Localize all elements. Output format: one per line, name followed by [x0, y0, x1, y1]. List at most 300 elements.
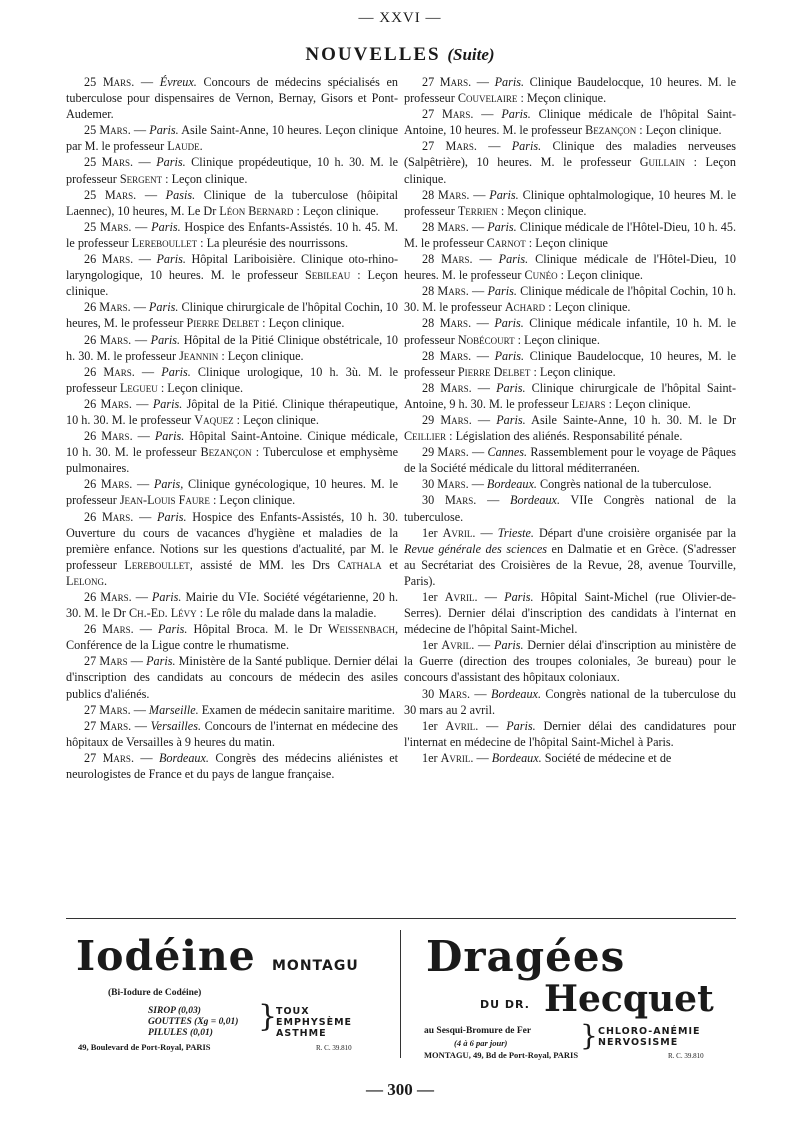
entry-text: . —	[465, 477, 487, 492]
entry-place: Paris.	[487, 219, 517, 234]
ad-brand: Dragées	[426, 932, 626, 981]
entry-place: Bordeaux.	[510, 493, 560, 508]
entry-text: 1er	[422, 718, 446, 733]
entry-text: 26	[84, 622, 103, 637]
entry-text: . —	[468, 316, 495, 331]
entry-place: Paris.	[494, 638, 524, 653]
entry-text: : Meçon clinique.	[517, 91, 607, 106]
entry-text: Clinique médicale de l'hôpital Saint-Antoine, 10 heures. M. le professeur	[404, 107, 736, 138]
entry-text: . —	[128, 718, 151, 733]
entry-text: Jôpital de la Pitié. Clinique thérapeutique, 10 h. 30. M. le professeur	[66, 396, 399, 427]
entry-place: Paris.	[489, 187, 519, 202]
entry-place: Paris.	[487, 284, 517, 299]
entry-smallcaps: Mars	[442, 107, 471, 122]
ads-divider	[400, 930, 401, 1058]
entry-text: 25	[84, 75, 103, 89]
entry-text: : Leçon clinique.	[636, 123, 722, 138]
entry-text: 27	[422, 75, 440, 89]
entry-text: : Leçon clinique.	[259, 316, 345, 331]
entry-smallcaps: Mars	[99, 123, 128, 138]
entry-text: 26	[84, 509, 102, 524]
news-entry	[66, 718, 398, 750]
entry-place: Bordeaux.	[158, 750, 209, 765]
entry-text: 28	[422, 219, 438, 234]
ad-du-dr: DU DR.	[480, 998, 530, 1011]
entry-text: : Tuberculose et emphysème pulmonaires.	[66, 445, 398, 476]
entry-text: . —	[466, 187, 490, 202]
entry-smallcaps: Mars	[437, 445, 466, 460]
entry-text: Clinique médicale de l'Hôtel-Dieu, 10 heures. M. le professeur	[404, 252, 737, 283]
entry-smallcaps: Avril	[440, 750, 471, 765]
ad-form-item: PILULES (0,01)	[148, 1028, 213, 1038]
entry-place: Paris.	[161, 364, 191, 379]
entry-text: . —	[128, 396, 153, 411]
news-entry	[404, 718, 736, 750]
entry-text: 30	[422, 493, 445, 508]
entry-text: 28	[422, 380, 441, 395]
ad-indication: TOUX	[276, 1006, 310, 1017]
entry-smallcaps: Mars	[444, 493, 474, 508]
entry-text: . —	[130, 509, 158, 524]
entry-smallcaps: Bezançon	[200, 445, 252, 460]
entry-place: Paris.	[157, 509, 187, 524]
entry-smallcaps: Cunéo	[524, 268, 558, 283]
news-entry	[404, 476, 736, 492]
entry-text: Clinique Baudelocque, 10 heures. M. le professeur	[404, 75, 737, 106]
entry-place: Paris.	[496, 412, 526, 427]
entry-text: 29	[422, 412, 441, 427]
entry-smallcaps: Lereboullet	[131, 235, 198, 250]
entry-text: Hôpital de la Pitié Clinique obstétricale, 10 h. 30. M. le professeur	[66, 332, 399, 363]
entry-text: . —	[133, 187, 166, 202]
entry-text: Hospice des Enfants-Assistés, 10 h. 30. Ouverture du cours de vacances d'hygiène et maladies de la première enfance. Notions sur les questions d'actualité, par M. le professeur	[66, 509, 399, 572]
entry-text: . —	[473, 139, 512, 154]
entry-text: : Leçon clinique.	[404, 155, 736, 186]
entry-smallcaps: Mars	[101, 155, 131, 170]
news-entry	[66, 154, 398, 186]
entry-smallcaps: Mars	[102, 622, 131, 637]
entry-text: : Leçon clinique.	[545, 300, 631, 315]
entry-smallcaps: Pierre Delbet	[457, 364, 531, 379]
entry-place: Paris.	[494, 75, 525, 89]
entry-text: en Dalmatie et en Grèce. (S'adresser au Secrétariat des Croisières de la Revue, 28, avenue Tourville, Paris).	[404, 541, 736, 588]
entry-place: Paris.	[504, 590, 534, 604]
entry-place: Paris.	[506, 718, 536, 733]
entry-smallcaps: Weissenbach	[327, 622, 395, 637]
entry-place: Paris.	[149, 123, 179, 138]
entry-smallcaps: Mars	[103, 364, 132, 379]
entry-text: Clinique ophtalmologique, 10 heures M. le professeur	[404, 187, 736, 218]
ad-address: MONTAGU, 49, Bd de Port-Royal, PARIS	[424, 1050, 579, 1060]
ad-subtitle: au Sesqui-Bromure de Fer	[424, 1026, 532, 1036]
entry-text: 26	[84, 364, 104, 379]
entry-place: Paris.	[146, 654, 176, 669]
entry-text: Concours de l'internat en médecine des hôpitaux de Versailles à 9 heures du matin.	[66, 718, 399, 749]
entry-text: Congrès des médecins aliénistes et neurologistes de France et du pays de langue française.	[66, 750, 398, 782]
brace-glyph: }	[258, 999, 278, 1034]
entry-text: Hôpital Broca. M. le Dr	[187, 622, 328, 637]
entry-place: Paris.	[152, 396, 183, 411]
entry-text: . —	[465, 284, 488, 299]
news-entry	[404, 348, 736, 380]
entry-text: . —	[128, 332, 151, 347]
entry-text: 27	[84, 654, 100, 669]
ad-maker: MONTAGU	[272, 958, 359, 974]
entry-place: Cannes.	[487, 445, 528, 460]
ad-address: 49, Boulevard de Port-Royal, PARIS	[78, 1042, 211, 1052]
entry-text: Clinique Baudelocque, 10 heures, M. le professeur	[404, 348, 737, 379]
entry-text: Asile Saint-Anne, 10 heures. Leçon clinique par M. le professeur	[66, 123, 398, 154]
entry-text: . —	[474, 590, 505, 604]
entry-text: . —	[131, 364, 162, 379]
entry-smallcaps: Sebileau	[304, 268, 351, 283]
ad-indication: ASTHME	[276, 1028, 327, 1039]
entry-place: Paris.	[498, 252, 529, 267]
entry-text: 26	[84, 477, 101, 492]
entry-text: 27	[422, 107, 443, 122]
entry-text: Dernier délai d'inscription au ministère de la Guerre (direction des troupes coloniales, 3e bureau) pour le concours d'assistant des hôpitaux coloniaux.	[404, 638, 737, 685]
news-entry	[404, 525, 736, 589]
entry-text: . —	[468, 412, 497, 427]
news-entry	[66, 396, 398, 428]
entry-text: 1er	[422, 638, 442, 653]
entry-place: Paris.	[151, 590, 182, 604]
entry-text: 27	[422, 139, 446, 154]
entry-text: : Législation des aliénés. Responsabilité pénale.	[446, 429, 683, 444]
entry-text: 27	[84, 718, 100, 733]
entry-smallcaps: Mars	[439, 75, 469, 89]
entry-smallcaps: Avril	[444, 590, 475, 604]
entry-text: .	[103, 573, 107, 588]
entry-text: . —	[128, 590, 152, 604]
news-entry	[66, 428, 398, 476]
entry-text: . —	[129, 477, 154, 492]
entry-text: 28	[422, 187, 439, 202]
news-entry	[404, 412, 736, 444]
entry-smallcaps: Achard	[504, 300, 546, 315]
entry-text: 27	[84, 750, 103, 765]
entry-text: . —	[130, 155, 157, 170]
entry-text: : Leçon clinique.	[605, 396, 691, 411]
entry-text: . —	[127, 123, 150, 138]
entry-text: Clinique chirurgicale de l'hôpital Saint-Antoine, 9 h. 30. M. le professeur	[404, 380, 736, 411]
entry-smallcaps: Mars	[102, 75, 132, 89]
entry-text: Clinique des maladies nerveuses (Salpêtrière), 10 heures. M. le professeur	[404, 139, 737, 170]
entry-smallcaps: Cathala	[337, 557, 382, 572]
news-entry	[66, 332, 398, 364]
entry-text: : Leçon clinique.	[557, 268, 643, 283]
entry-text: Hôpital Saint-Michel (rue Olivier-de-Serres). Dernier délai d'inscription des candidats à l'internat en médecine de l'hôpital Saint-Michel.	[404, 590, 736, 637]
entry-text: 26	[84, 332, 100, 347]
entry-text: : Leçon clinique	[525, 235, 608, 250]
entry-text: : Leçon clinique.	[293, 203, 379, 218]
entry-text: Clinique médicale de l'hôpital Cochin, 10 h. 30. M. le professeur	[404, 284, 736, 315]
entry-place: Paris.	[150, 332, 181, 347]
entry-text: Hôpital Lariboisière. Clinique oto-rhino-laryngologique, 10 heures. M. le professeur	[66, 252, 399, 283]
news-entry	[404, 106, 736, 138]
page-title	[0, 44, 800, 66]
entry-smallcaps: Lejars	[571, 396, 606, 411]
entry-text: .	[199, 139, 203, 154]
entry-text: 26	[84, 429, 102, 444]
news-entry	[404, 74, 736, 106]
entry-text: : La pleurésie des nourrissons.	[197, 235, 349, 250]
entry-text: Rassemblement pour le voyage de Pâques de la Société médicale du littoral méditerranéen.	[404, 445, 737, 476]
entry-text: : Leçon clinique.	[209, 493, 296, 508]
entry-text: : Leçon clinique.	[66, 268, 398, 299]
entry-place: Paris.	[494, 348, 525, 363]
news-entry	[66, 589, 398, 621]
entry-smallcaps: Mars	[440, 412, 469, 427]
news-entry	[404, 750, 736, 766]
news-entry	[66, 509, 398, 589]
entry-text: 28	[422, 316, 440, 331]
news-column-right	[404, 74, 736, 766]
entry-text: . —	[131, 75, 160, 89]
news-entry	[404, 315, 736, 347]
news-entry	[404, 380, 736, 412]
entry-text: Départ d'une croisière organisée par la	[533, 525, 737, 540]
entry-text: : Meçon clinique.	[497, 203, 587, 218]
entry-place: Paris.	[156, 252, 186, 267]
entry-smallcaps: Ceillier	[404, 429, 447, 444]
entry-text: 29	[422, 445, 438, 460]
entry-text: . —	[466, 686, 492, 701]
entry-text: 25	[84, 187, 105, 202]
entry-text: : Leçon clinique.	[530, 364, 616, 379]
entry-text: —	[127, 654, 147, 669]
entry-text: 25	[84, 219, 100, 234]
news-entry	[66, 476, 398, 508]
entry-place: Paris.	[494, 316, 524, 331]
entry-text: , assisté de MM. les Drs	[189, 557, 338, 572]
entry-place: Bordeaux.	[491, 686, 542, 701]
entry-text: . —	[127, 702, 149, 717]
title-suffix: (Suite)	[447, 45, 495, 64]
entry-smallcaps: Mars	[437, 477, 466, 492]
entry-text: 25	[84, 123, 100, 138]
ads-top-rule	[66, 918, 736, 919]
entry-place: Revue générale des sciences	[404, 541, 547, 556]
entry-smallcaps: Mars	[100, 477, 130, 492]
entry-smallcaps: Mars	[439, 348, 469, 363]
entry-text: Clinique propédeutique, 10 h. 30. M. le professeur	[66, 155, 399, 186]
entry-text: Congrès national de la tuberculose du 30 mars au 2 avril.	[404, 686, 737, 717]
entry-place: Paris.	[154, 429, 185, 444]
entry-text: . —	[128, 219, 152, 234]
news-entry	[404, 138, 736, 186]
entry-text: 28	[422, 348, 440, 363]
entry-text: 28	[422, 252, 442, 267]
title-text: NOUVELLES	[305, 44, 441, 65]
entry-text: 30	[422, 477, 438, 492]
entry-text: , Conférence de la Ligue contre le rhumatisme.	[66, 622, 399, 653]
news-entry	[404, 187, 736, 219]
news-entry	[66, 122, 398, 154]
entry-text: 1er	[422, 525, 443, 540]
entry-smallcaps: Ch.-Ed. Lévy	[128, 606, 197, 621]
entry-text: 25	[84, 155, 102, 170]
entry-place: Marseille.	[148, 702, 199, 717]
news-entry	[404, 283, 736, 315]
entry-text: . —	[130, 622, 158, 637]
entry-text: Examen de médecin sanitaire maritime.	[198, 702, 395, 717]
entry-text: 1er	[422, 590, 445, 604]
ad-indication: NERVOSISME	[598, 1037, 679, 1048]
news-entry	[66, 621, 398, 653]
entry-place: Bordeaux.	[486, 477, 537, 492]
ad-indications	[276, 1006, 352, 1039]
ad-indications	[598, 1026, 701, 1048]
entry-place: Trieste.	[497, 525, 534, 540]
entry-smallcaps: Mars	[99, 332, 129, 347]
news-entry	[66, 364, 398, 396]
news-entry	[66, 74, 398, 122]
entry-text: 26	[84, 396, 101, 411]
ad-indication: EMPHYSÈME	[276, 1017, 353, 1028]
entry-text: . —	[468, 348, 495, 363]
ad-forms	[148, 1006, 238, 1039]
entry-text: 26	[84, 300, 100, 315]
entry-text: Clinique gynécologique, 10 heures. M. le professeur	[66, 477, 399, 508]
entry-smallcaps: Mars	[99, 702, 128, 717]
ad-doctor-name: Hecquet	[544, 978, 714, 1020]
entry-smallcaps: Laude	[167, 139, 200, 154]
entry-smallcaps: Sergent	[119, 171, 163, 186]
entry-text: . —	[469, 252, 499, 267]
news-entry	[66, 187, 398, 219]
entry-text: Mairie du VIe. Société végétarienne, 20 h. 30. M. le Dr	[66, 590, 398, 621]
entry-smallcaps: Vaquez	[194, 412, 234, 427]
entry-smallcaps: Lereboullet	[124, 557, 190, 572]
news-entry	[404, 637, 736, 685]
entry-place: Versailles.	[150, 718, 202, 733]
entry-text: . —	[468, 380, 497, 395]
ad-indication: CHLORO-ANÉMIE	[598, 1026, 701, 1037]
entry-text: Clinique chirurgicale de l'hôpital Cochin, 10 heures, M. le professeur	[66, 300, 398, 331]
entry-text: : Leçon clinique.	[514, 332, 600, 347]
entry-text: . —	[129, 429, 155, 444]
news-entry	[404, 492, 736, 524]
ad-brand: Iodéine	[76, 932, 256, 980]
entry-text: . —	[465, 219, 488, 234]
entry-smallcaps: Mars	[100, 590, 129, 604]
entry-place: Paris.	[148, 300, 179, 315]
entry-text: . —	[130, 750, 159, 765]
page-number: — 300 —	[366, 1080, 434, 1099]
news-entry	[404, 444, 736, 476]
entry-text: Ministère de la Santé publique. Dernier délai d'inscription des candidats au concours de médecin des asiles publics d'aliénés.	[66, 654, 399, 701]
entry-text: Clinique de la tuberculose (hôipital Laennec), 10 heures, M. Le Dr	[66, 187, 398, 218]
entry-text: . —	[470, 107, 502, 122]
entry-text: : Leçon clinique.	[218, 348, 304, 363]
entry-text: Congrès national de la tuberculose.	[536, 477, 712, 492]
news-entry	[404, 589, 736, 637]
entry-place: Paris.	[151, 219, 181, 234]
entry-smallcaps: Terrien	[457, 203, 498, 218]
entry-smallcaps: Mars	[101, 509, 131, 524]
entry-smallcaps: Couvelaire	[457, 91, 518, 106]
entry-smallcaps: Mars	[437, 219, 466, 234]
entry-smallcaps: Mars	[438, 686, 467, 701]
entry-text: Société de médecine et de	[541, 750, 672, 765]
entry-text: et	[381, 557, 399, 572]
entry-text: Hospice des Enfants-Assistés. 10 h. 45. M. le professeur	[66, 219, 399, 250]
entry-text: . —	[470, 750, 492, 765]
entry-text: Concours de médecins spécialisés en tuberculose pour dispensaires de Vernon, Bernay, Gisors et Pont-Audemer.	[66, 75, 398, 122]
entry-smallcaps: Mars	[440, 380, 469, 395]
entry-place: Paris.	[501, 107, 531, 122]
entry-text: . —	[472, 525, 498, 540]
entry-text: VIIe Congrès national de la tuberculose.	[404, 493, 736, 524]
entry-place: Bordeaux.	[491, 750, 542, 765]
entry-text: 1er	[422, 750, 441, 765]
entry-smallcaps: Jeannin	[179, 348, 219, 363]
entry-text: . —	[130, 252, 157, 267]
news-entry	[404, 219, 736, 251]
entry-text: 26	[84, 590, 101, 604]
entry-smallcaps: Mars	[99, 654, 128, 669]
entry-smallcaps: Mars	[102, 750, 131, 765]
entry-text: Clinique médicale infantile, 10 h. M. le professeur	[404, 316, 737, 347]
news-entry	[404, 251, 736, 283]
entry-smallcaps: Avril	[441, 638, 472, 653]
entry-smallcaps: Pierre Delbet	[186, 316, 260, 331]
entry-text: . —	[473, 493, 511, 508]
entry-smallcaps: Mars	[437, 284, 466, 299]
ad-dose: (4 à 6 par jour)	[454, 1038, 508, 1048]
entry-smallcaps: Léon Bernard	[219, 203, 294, 218]
entry-smallcaps: Mars	[100, 396, 129, 411]
brace-glyph: }	[580, 1019, 598, 1052]
entry-smallcaps: Mars	[101, 429, 130, 444]
entry-text: : Leçon clinique.	[233, 412, 319, 427]
news-entry	[66, 219, 398, 251]
section-roman-numeral: — XXVI —	[358, 10, 442, 26]
news-entry	[66, 299, 398, 331]
entry-text: . —	[468, 75, 495, 89]
entry-text: Clinique médicale de l'Hôtel-Dieu, 10 h. 45. M. le professeur	[404, 219, 737, 250]
entry-smallcaps: Lelong	[66, 573, 104, 588]
entry-text: : Le rôle du malade dans la maladie.	[196, 606, 377, 621]
entry-text: . —	[471, 638, 495, 653]
ad-form-item: SIROP (0,03)	[148, 1006, 201, 1016]
entry-smallcaps: Guillain	[639, 155, 686, 170]
entry-smallcaps: Mars	[99, 718, 129, 733]
entry-place: Paris.	[496, 380, 526, 395]
entry-smallcaps: Legueu	[119, 380, 158, 395]
ad-registration: R. C. 39.810	[668, 1052, 704, 1060]
entry-text: Clinique urologique, 10 h. 3ù. M. le professeur	[66, 364, 399, 395]
entry-smallcaps: Avril	[445, 718, 476, 733]
entry-text: Asile Sainte-Anne, 10 h. 30. M. le Dr	[525, 412, 737, 427]
entry-smallcaps: Mars	[438, 187, 467, 202]
entry-text: . —	[465, 445, 488, 460]
entry-text: . —	[475, 718, 507, 733]
ad-registration: R. C. 39.810	[316, 1044, 352, 1052]
entry-smallcaps: Avril	[442, 525, 473, 540]
entry-smallcaps: Mars	[104, 187, 134, 202]
entry-text: : Leçon clinique.	[157, 380, 244, 395]
entry-text: Hôpital Saint-Antoine. Cinique médicale, 10 h. 30. M. le professeur	[66, 429, 399, 460]
ad-subtitle: (Bi-Iodure de Codéine)	[108, 988, 202, 998]
news-entry	[66, 251, 398, 299]
entry-text: 26	[84, 252, 102, 267]
entry-smallcaps: Jean-Louis Faure	[119, 493, 210, 508]
entry-text: : Leçon clinique.	[162, 171, 248, 186]
news-column-left	[66, 74, 398, 782]
entry-smallcaps: Mars	[445, 139, 474, 154]
